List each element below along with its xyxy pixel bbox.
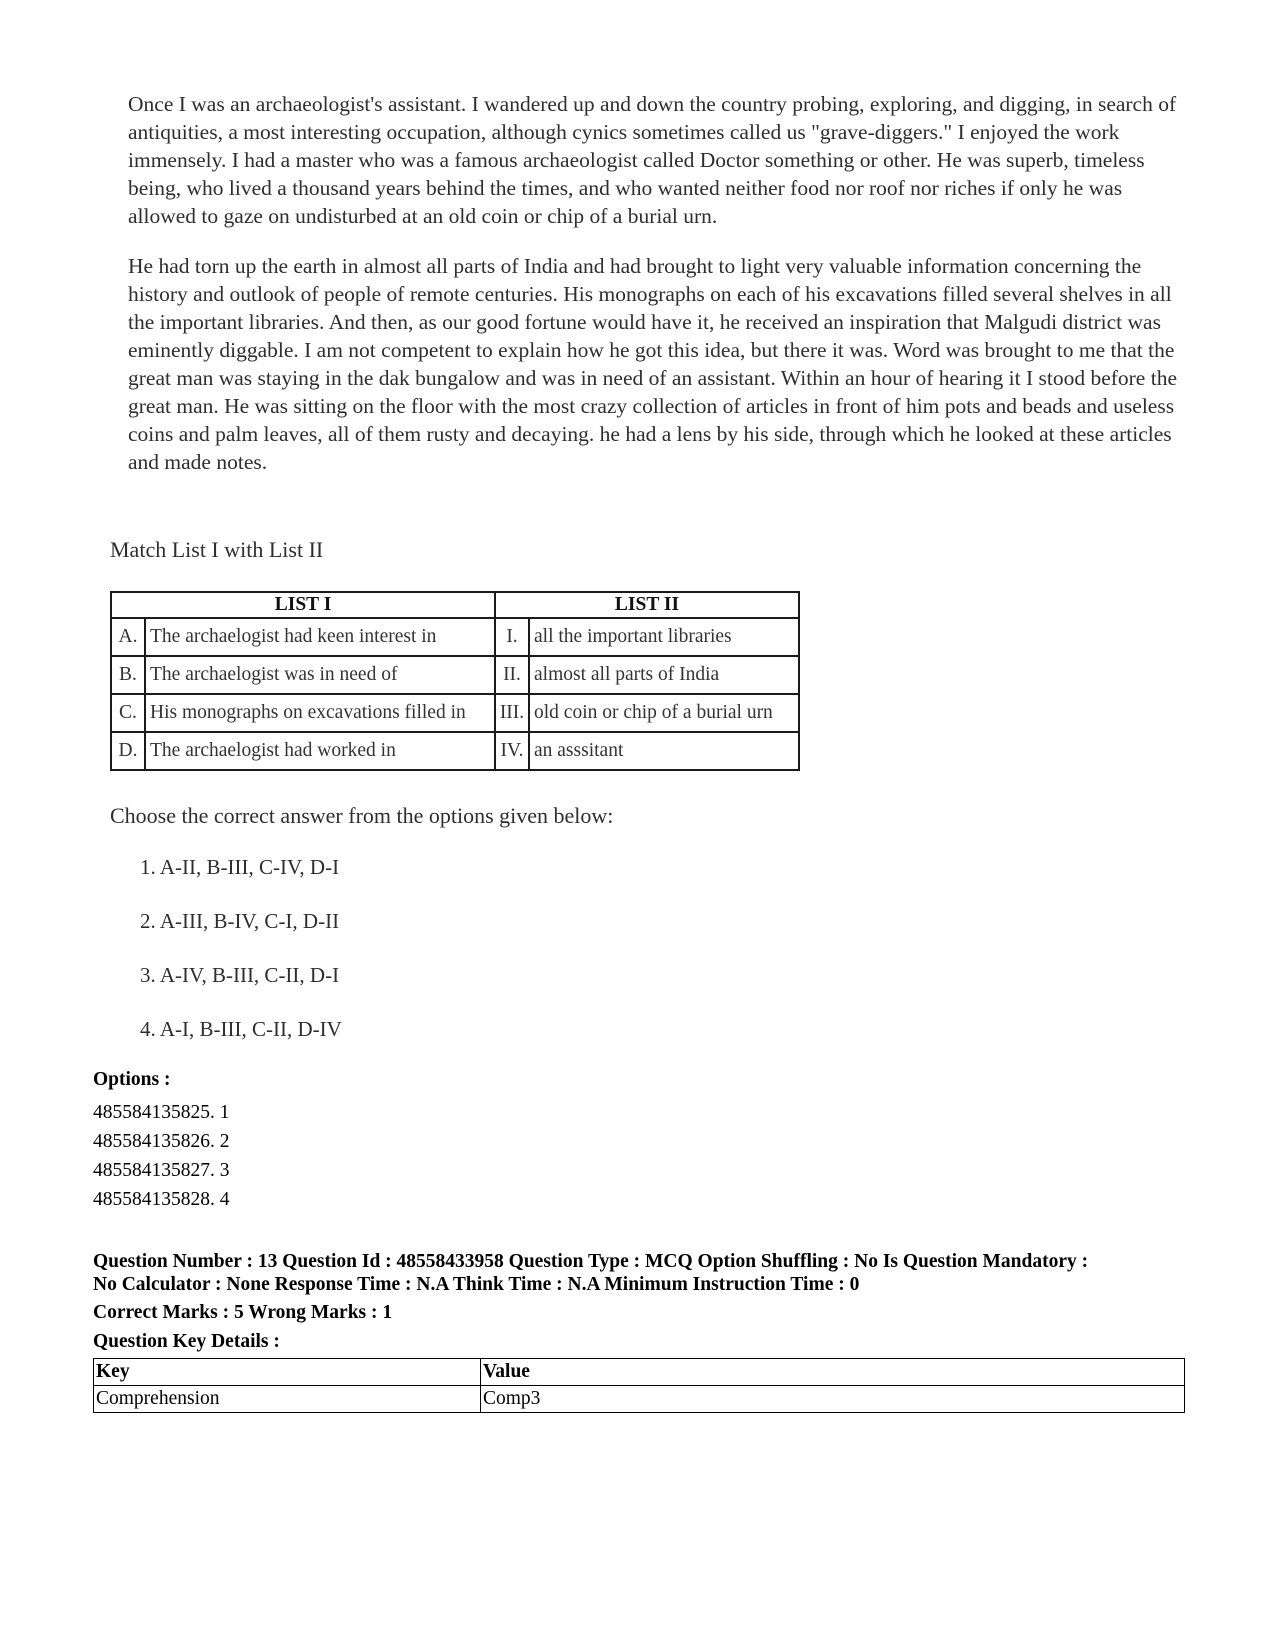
list2-text: almost all parts of India <box>529 656 799 694</box>
key-column-header: Key <box>94 1359 481 1386</box>
passage-paragraph-1: Once I was an archaeologist's assistant. I wandered up and down the country probing, exploring, and digging, in search of antiquities, a most interesting occupation, although cynics sometimes called us "grave-diggers." I enjoyed the work immensely. I had a master who was a famous archaeologist called Doctor something or other. He was superb, timeless being, who lived a thousand years behind the times, and who wanted neither food nor roof nor riches if only he was allowed to gaze on undisturbed at an old coin or chip of a burial urn. <box>128 92 1177 228</box>
option-item: 485584135826. 2 <box>93 1131 230 1152</box>
list2-text: old coin or chip of a burial urn <box>529 694 799 732</box>
list1-text: The archaelogist was in need of <box>145 656 495 694</box>
list2-header: LIST II <box>495 592 799 618</box>
list2-label: IV. <box>495 732 529 770</box>
question-meta <box>93 1250 1183 1296</box>
match-instruction: Match List I with List II <box>110 537 324 562</box>
value-cell: Comp3 <box>481 1386 1185 1413</box>
option-item: 485584135827. 3 <box>93 1160 230 1181</box>
list2-text: all the important libraries <box>529 618 799 656</box>
question-meta-line-2: No Calculator : None Response Time : N.A Think Time : N.A Minimum Instruction Time : 0 <box>93 1274 860 1295</box>
comprehension-passage <box>128 90 1188 498</box>
list1-text: His monographs on excavations filled in <box>145 694 495 732</box>
match-table-header <box>111 592 799 618</box>
list2-label: II. <box>495 656 529 694</box>
table-row <box>111 732 799 770</box>
options-heading: Options : <box>93 1069 171 1090</box>
list2-label: III. <box>495 694 529 732</box>
list1-label: A. <box>111 618 145 656</box>
choose-instruction: Choose the correct answer from the options given below: <box>110 803 614 828</box>
list1-label: D. <box>111 732 145 770</box>
list1-label: C. <box>111 694 145 732</box>
table-row <box>111 656 799 694</box>
list2-label: I. <box>495 618 529 656</box>
key-cell: Comprehension <box>94 1386 481 1413</box>
options-list <box>93 1098 230 1214</box>
answer-choice: 3. A-IV, B-III, C-II, D-I <box>140 963 340 987</box>
table-row <box>111 694 799 732</box>
question-meta-line-1: Question Number : 13 Question Id : 48558433958 Question Type : MCQ Option Shuffling : No Is Question Mandatory : <box>93 1251 1089 1272</box>
list1-label: B. <box>111 656 145 694</box>
key-table-header <box>94 1359 1185 1386</box>
option-item: 485584135825. 1 <box>93 1102 230 1123</box>
answer-choice: 1. A-II, B-III, C-IV, D-I <box>140 855 340 879</box>
table-row <box>94 1386 1185 1413</box>
answer-choice: 4. A-I, B-III, C-II, D-IV <box>140 1017 342 1041</box>
value-column-header: Value <box>481 1359 1185 1386</box>
answer-choices <box>140 855 342 1071</box>
match-table <box>110 591 800 771</box>
list2-text: an asssitant <box>529 732 799 770</box>
marks-info: Correct Marks : 5 Wrong Marks : 1 <box>93 1302 393 1323</box>
list1-header: LIST I <box>111 592 495 618</box>
passage-paragraph-2: He had torn up the earth in almost all parts of India and had brought to light very valuable information concerning the history and outlook of people of remote centuries. His monographs on each of his excavations filled several shelves in all the important libraries. And then, as our good fortune would have it, he received an inspiration that Malgudi district was eminently diggable. I am not competent to explain how he got this idea, but there it was. Word was brought to me that the great man was staying in the dak bungalow and was in need of an assistant. Within an hour of hearing it I stood before the great man. He was sitting on the floor with the most crazy collection of articles in front of him pots and beads and useless coins and palm leaves, all of them rusty and decaying. he had a lens by his side, through which he looked at these articles and made notes. <box>128 254 1177 474</box>
table-row <box>111 618 799 656</box>
option-item: 485584135828. 4 <box>93 1189 230 1210</box>
list1-text: The archaelogist had worked in <box>145 732 495 770</box>
answer-choice: 2. A-III, B-IV, C-I, D-II <box>140 909 340 933</box>
list1-text: The archaelogist had keen interest in <box>145 618 495 656</box>
key-details-heading: Question Key Details : <box>93 1331 280 1352</box>
key-details-table <box>93 1358 1185 1413</box>
